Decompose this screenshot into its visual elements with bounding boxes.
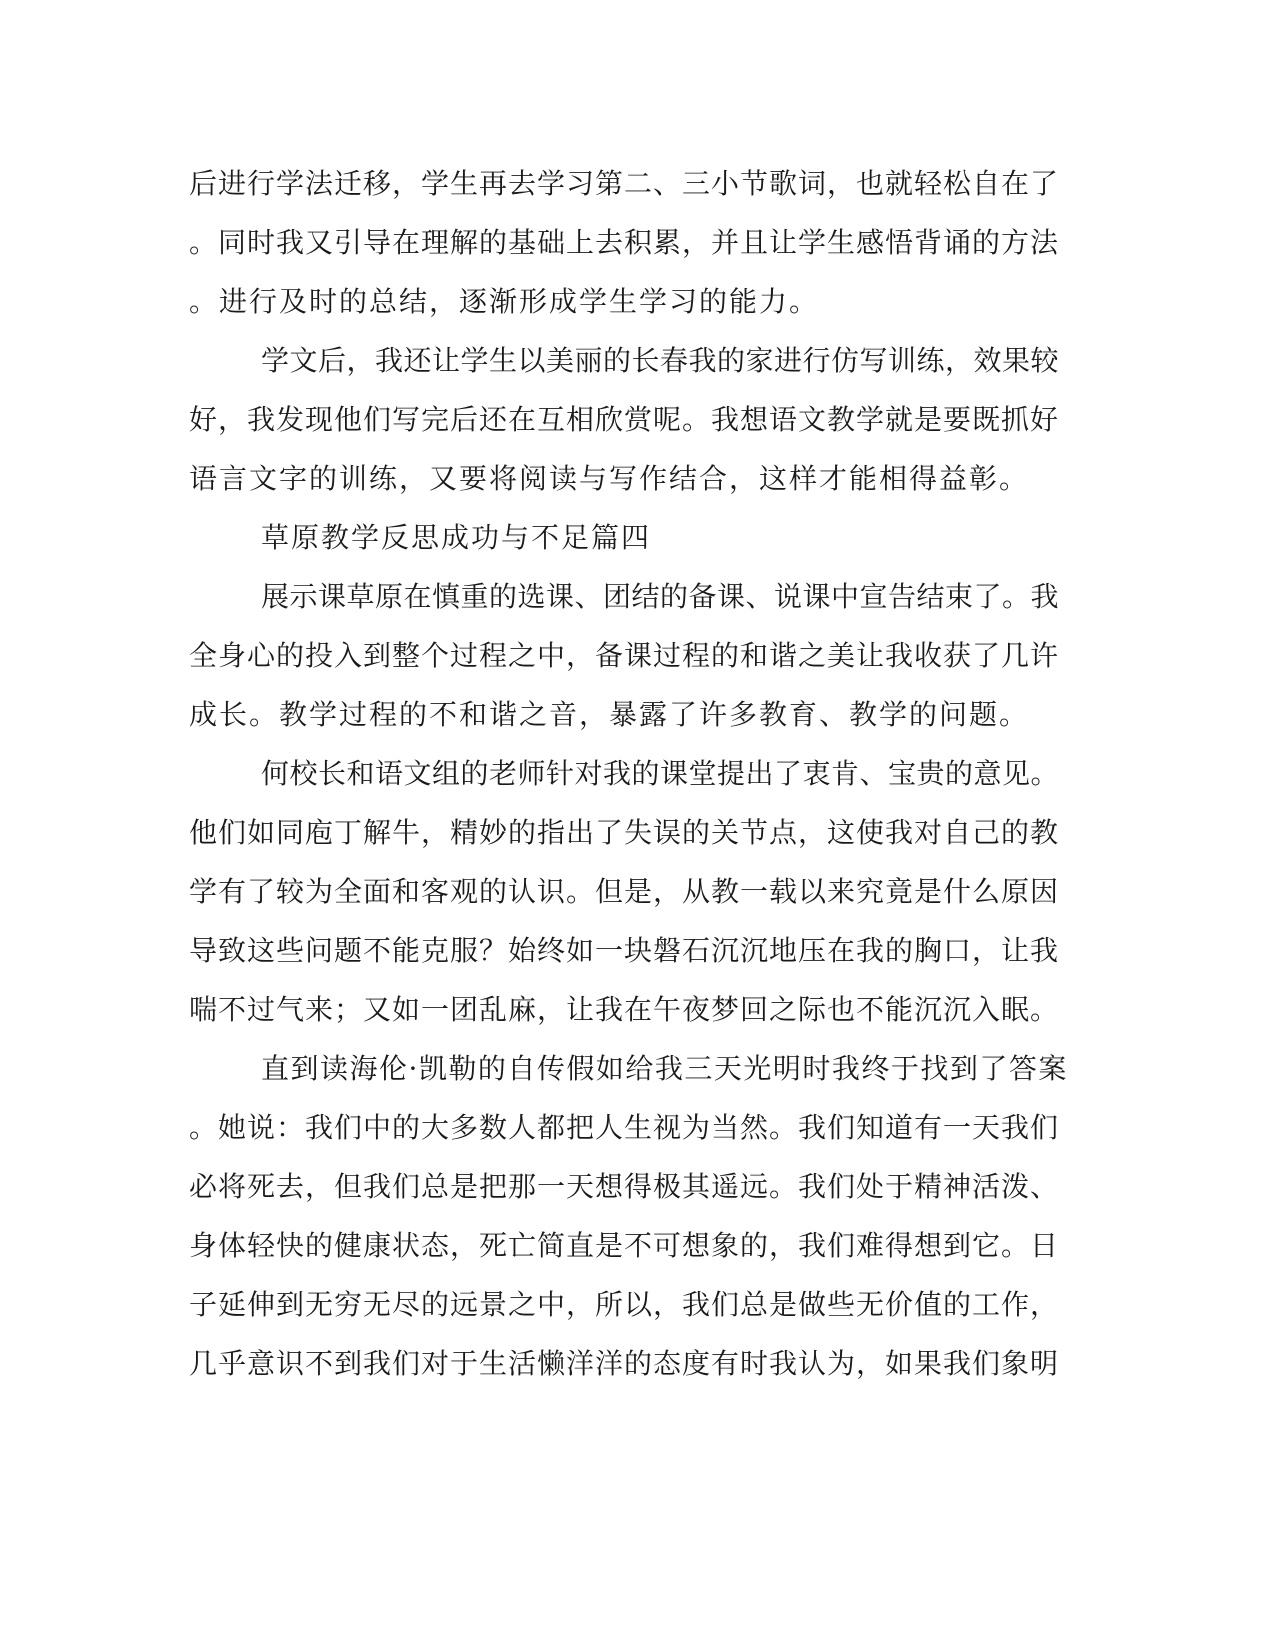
text-line: 身体轻快的健康状态，死亡简直是不可想象的，我们难得想到它。日 [189,1229,1060,1262]
text-line: 必将死去，但我们总是把那一天想得极其遥远。我们处于精神活泼、 [189,1170,1060,1203]
text-line: 几乎意识不到我们对于生活懒洋洋的态度有时我认为，如果我们象明 [189,1347,1060,1380]
text-line: 何校长和语文组的老师针对我的课堂提出了衷肯、宝贵的意见。 [261,757,1060,790]
text-line: 学有了较为全面和客观的认识。但是，从教一载以来究竟是什么原因 [189,875,1060,908]
text-line: 喘不过气来；又如一团乱麻，让我在午夜梦回之际也不能沉沉入眠。 [189,993,1060,1026]
text-line: 。她说：我们中的大多数人都把人生视为当然。我们知道有一天我们 [189,1111,1060,1144]
text-line: 草原教学反思成功与不足篇四 [261,521,652,554]
text-line: 。进行及时的总结，逐渐形成学生学习的能力。 [189,285,820,318]
text-line: 语言文字的训练，又要将阅读与写作结合，这样才能相得益彰。 [189,462,1030,495]
text-line: 直到读海伦·凯勒的自传假如给我三天光明时我终于找到了答案 [261,1052,1068,1085]
text-line: 他们如同庖丁解牛，精妙的指出了失误的关节点，这使我对自己的教 [189,816,1060,849]
text-line: 学文后，我还让学生以美丽的长春我的家进行仿写训练，效果较 [261,344,1060,377]
document-body [189,154,1069,1393]
text-line: 好，我发现他们写完后还在互相欣赏呢。我想语文教学就是要既抓好 [189,403,1060,436]
text-line: 成长。教学过程的不和谐之音，暴露了许多教育、教学的问题。 [189,698,1030,731]
text-line: 后进行学法迁移，学生再去学习第二、三小节歌词，也就轻松自在了 [189,167,1060,200]
text-line: 导致这些问题不能克服？始终如一块磐石沉沉地压在我的胸口，让我 [189,934,1060,967]
text-line: 展示课草原在慎重的选课、团结的备课、说课中宣告结束了。我 [261,580,1060,613]
text-line: 。同时我又引导在理解的基础上去积累，并且让学生感悟背诵的方法 [189,226,1060,259]
text-line: 子延伸到无穷无尽的远景之中，所以，我们总是做些无价值的工作， [189,1288,1060,1321]
text-line: 全身心的投入到整个过程之中，备课过程的和谐之美让我收获了几许 [189,639,1060,672]
